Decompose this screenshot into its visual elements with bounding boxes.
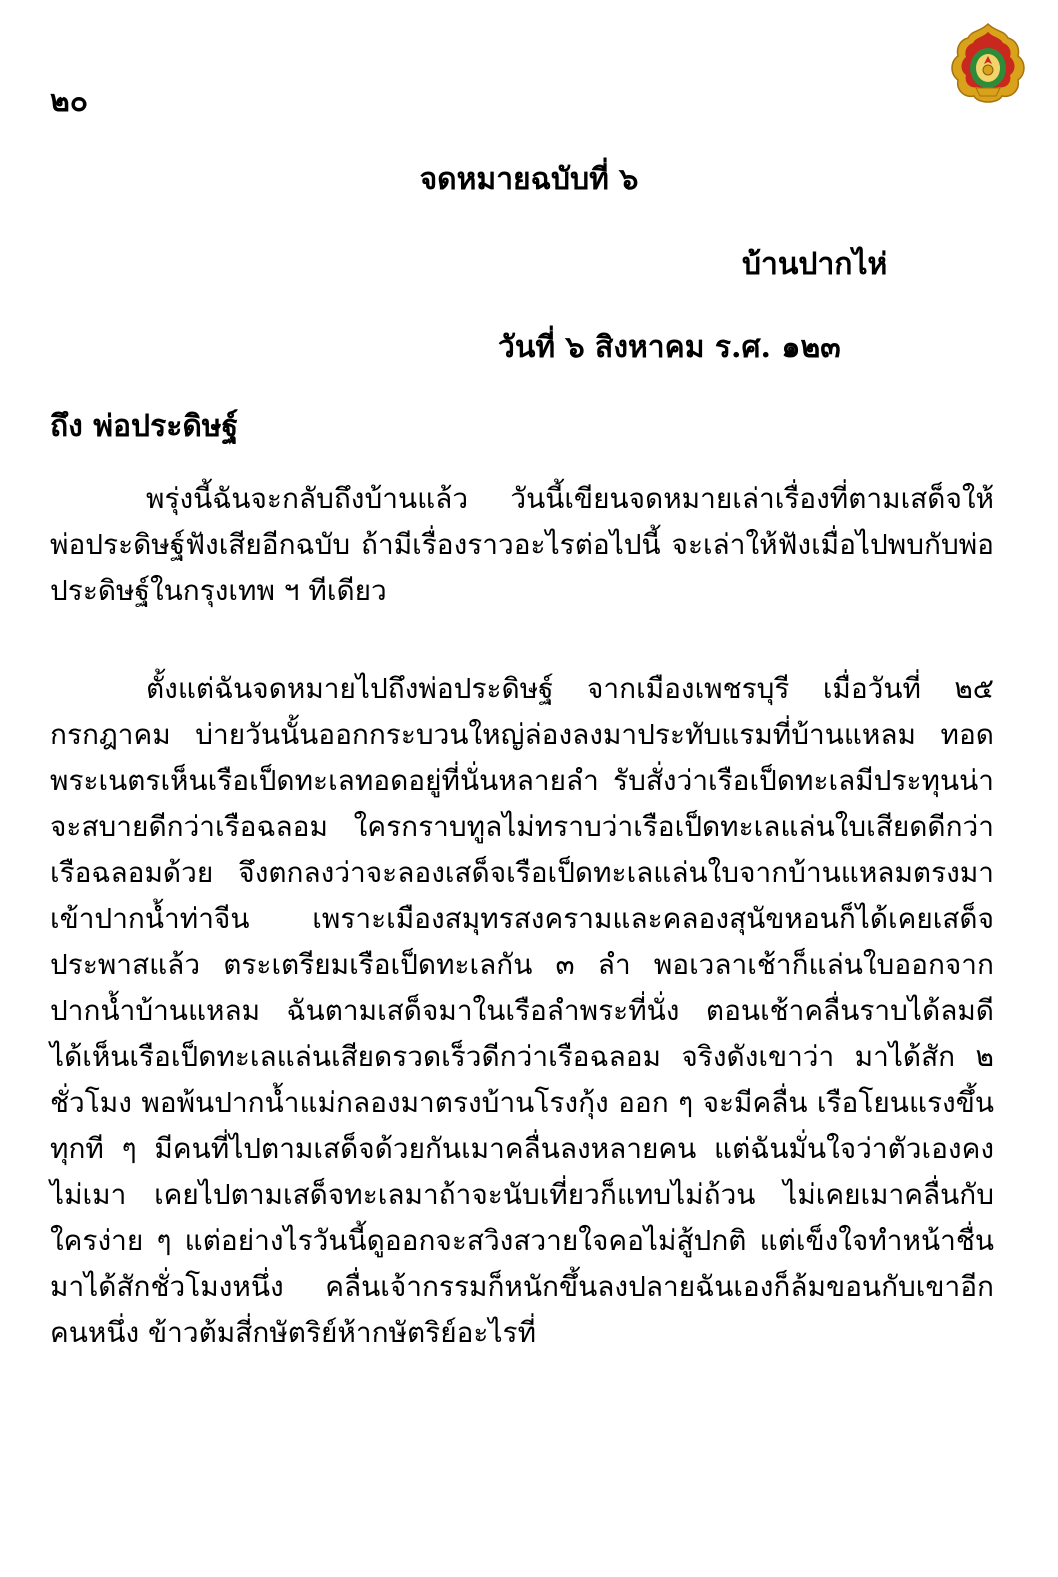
thai-crest-emblem-icon xyxy=(946,22,1030,106)
letter-date: วันที่ ๖ สิงหาคม ร.ศ. ๑๒๓ xyxy=(498,330,841,365)
letter-place: บ้านปากไห่ xyxy=(742,247,888,282)
letter-title: จดหมายฉบับที่ ๖ xyxy=(419,162,639,197)
page-number: ๒๐ xyxy=(50,84,89,119)
letter-paragraph: พรุ่งนี้ฉันจะกลับถึงบ้านแล้ว วันนี้เขียนจดหมายเล่าเรื่องที่ตามเสด็จให้พ่อประดิษฐ์ฟังเสียอีกฉบับ ถ้ามีเรื่องราวอะไรต่อไปนี้ จะเล่าให้ฟังเมื่อไปพบกับพ่อประดิษฐ์ในกรุงเทพ ฯ ทีเดียว xyxy=(50,482,994,607)
letter-paragraph: ตั้งแต่ฉันจดหมายไปถึงพ่อประดิษฐ์ จากเมืองเพชรบุรี เมื่อวันที่ ๒๕ กรกฎาคม บ่ายวันนั้นออกกระบวนใหญ่ล่องลงมาประทับแรมที่บ้านแหลม ทอดพระเนตรเห็นเรือเป็ดทะเลทอดอยู่ที่นั่นหลายลำ รับสั่งว่าเรือเป็ดทะเลมีประทุนน่าจะสบายดีกว่าเรือฉลอม ใครกราบทูลไม่ทราบว่าเรือเป็ดทะเลแล่นใบเสียดดีกว่าเรือฉลอมด้วย จึงตกลงว่าจะลองเสด็จเรือเป็ดทะเลแล่นใบจากบ้านแหลมตรงมาเข้าปากน้ำท่าจีน เพราะเมืองสมุทรสงครามและคลองสุนัขหอนก็ได้เคยเสด็จประพาสแล้ว ตระเตรียมเรือเป็ดทะเลกัน ๓ ลำ พอเวลาเช้าก็แล่นใบออกจากปากน้ำบ้านแหลม ฉันตามเสด็จมาในเรือลำพระที่นั่ง ตอนเช้าคลื่นราบได้ลมดี ได้เห็นเรือเป็ดทะเลแล่นเสียดรวดเร็วดีกว่าเรือฉลอม จริงดังเขาว่า มาได้สัก ๒ ชั่วโมง พอพ้นปากน้ำแม่กลองมาตรงบ้านโรงกุ้ง ออก ๆ จะมีคลื่น เรือโยนแรงขึ้นทุกที ๆ มีคนที่ไปตามเสด็จด้วยกันเมาคลื่นลงหลายคน แต่ฉันมั่นใจว่าตัวเองคงไม่เมา เคยไปตามเสด็จทะเลมาถ้าจะนับเที่ยวก็แทบไม่ถ้วน ไม่เคยเมาคลื่นกับใครง่าย ๆ แต่อย่างไรวันนี้ดูออกจะสวิงสวายใจคอไม่สู้ปกติ แต่เข็งใจทำหน้าชื่นมาได้สักชั่วโมงหนึ่ง คลื่นเจ้ากรรมก็หนักขึ้นลงปลายฉันเองก็ล้มขอนกับเขาอีกคนหนึ่ง ข้าวต้มสี่กษัตริย์ห้ากษัตริย์อะไรที่ xyxy=(50,672,994,1349)
letter-salutation: ถึง พ่อประดิษฐ์ xyxy=(50,409,239,444)
